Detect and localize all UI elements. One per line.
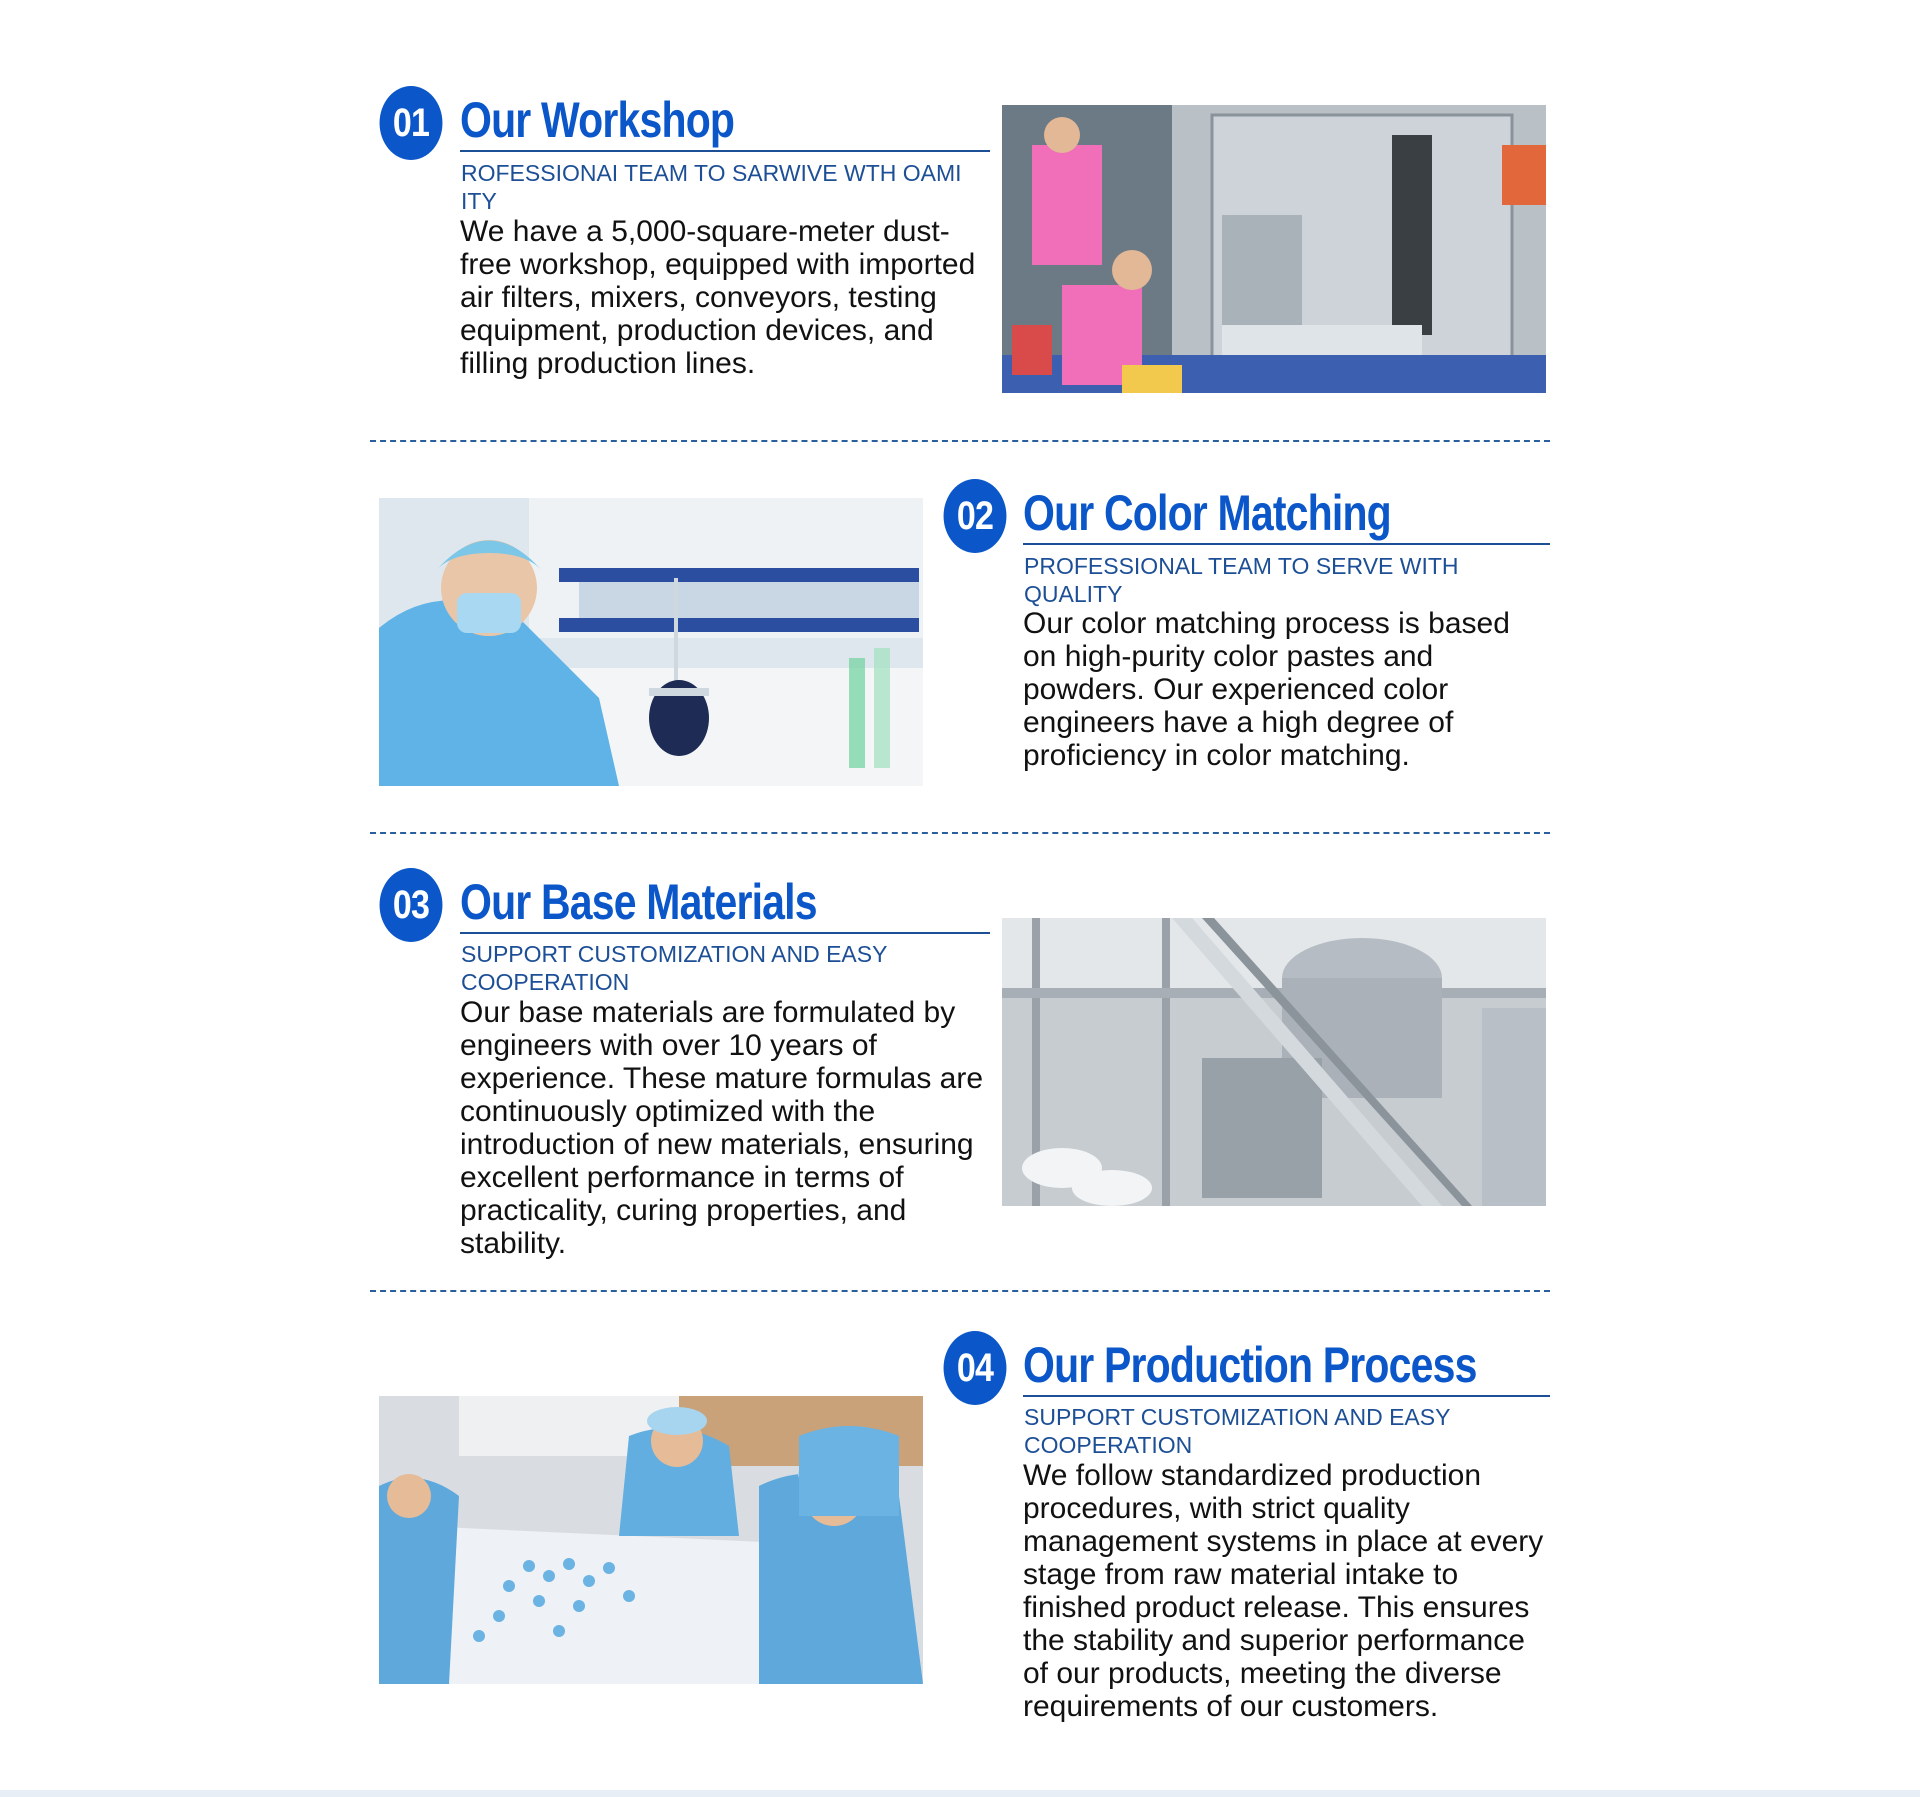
section-divider	[370, 1290, 1550, 1292]
mixing-tanks-photo	[1002, 918, 1546, 1206]
page-bottom-bar	[0, 1790, 1920, 1797]
section-body: We have a 5,000-square-meter dust-free workshop, equipped with imported air filters, mixers, conveyors, testing equipment, production devices, and filling production lines.	[460, 215, 976, 380]
section-body: Our base materials are formulated by engineers with over 10 years of experience. These mature formulas are continuously optimized with the introduction of new materials, ensuring excellent performance in terms of practicality, curing properties, and stability.	[460, 996, 984, 1260]
section-divider	[370, 440, 1550, 442]
title-underline	[1023, 543, 1550, 545]
lab-technician-photo	[379, 498, 923, 786]
section-subtitle: ROFESSIONAI TEAM TO SARWIVE WTH OAMI ITY	[461, 160, 962, 214]
section-divider	[370, 832, 1550, 834]
section-number-badge: 01	[380, 86, 443, 160]
section-subtitle: SUPPORT CUSTOMIZATION AND EASY COOPERATION	[461, 941, 888, 995]
section-title: Our Production Process	[1023, 1337, 1477, 1393]
title-underline	[460, 150, 990, 152]
title-underline	[460, 932, 990, 934]
section-subtitle: PROFESSIONAL TEAM TO SERVE WITH QUALITY	[1024, 553, 1459, 607]
section-body: We follow standardized production procedures, with strict quality management systems in place at every stage from raw material intake to finished product release. This ensures the stability and superior performance of our products, meeting the diverse requirements of our customers.	[1023, 1459, 1544, 1723]
workshop-machine-photo	[1002, 105, 1546, 393]
section-number-badge: 04	[944, 1331, 1007, 1405]
section-body: Our color matching process is based on high-purity color pastes and powders. Our experienced color engineers have a high degree of proficiency in color matching.	[1023, 607, 1510, 772]
section-number-badge: 03	[380, 868, 443, 942]
packing-workers-photo	[379, 1396, 923, 1684]
section-title: Our Workshop	[460, 92, 735, 148]
section-title: Our Color Matching	[1023, 485, 1391, 541]
section-number-badge: 02	[944, 479, 1007, 553]
section-subtitle: SUPPORT CUSTOMIZATION AND EASY COOPERATION	[1024, 1404, 1451, 1458]
title-underline	[1023, 1395, 1550, 1397]
section-title: Our Base Materials	[460, 874, 817, 930]
